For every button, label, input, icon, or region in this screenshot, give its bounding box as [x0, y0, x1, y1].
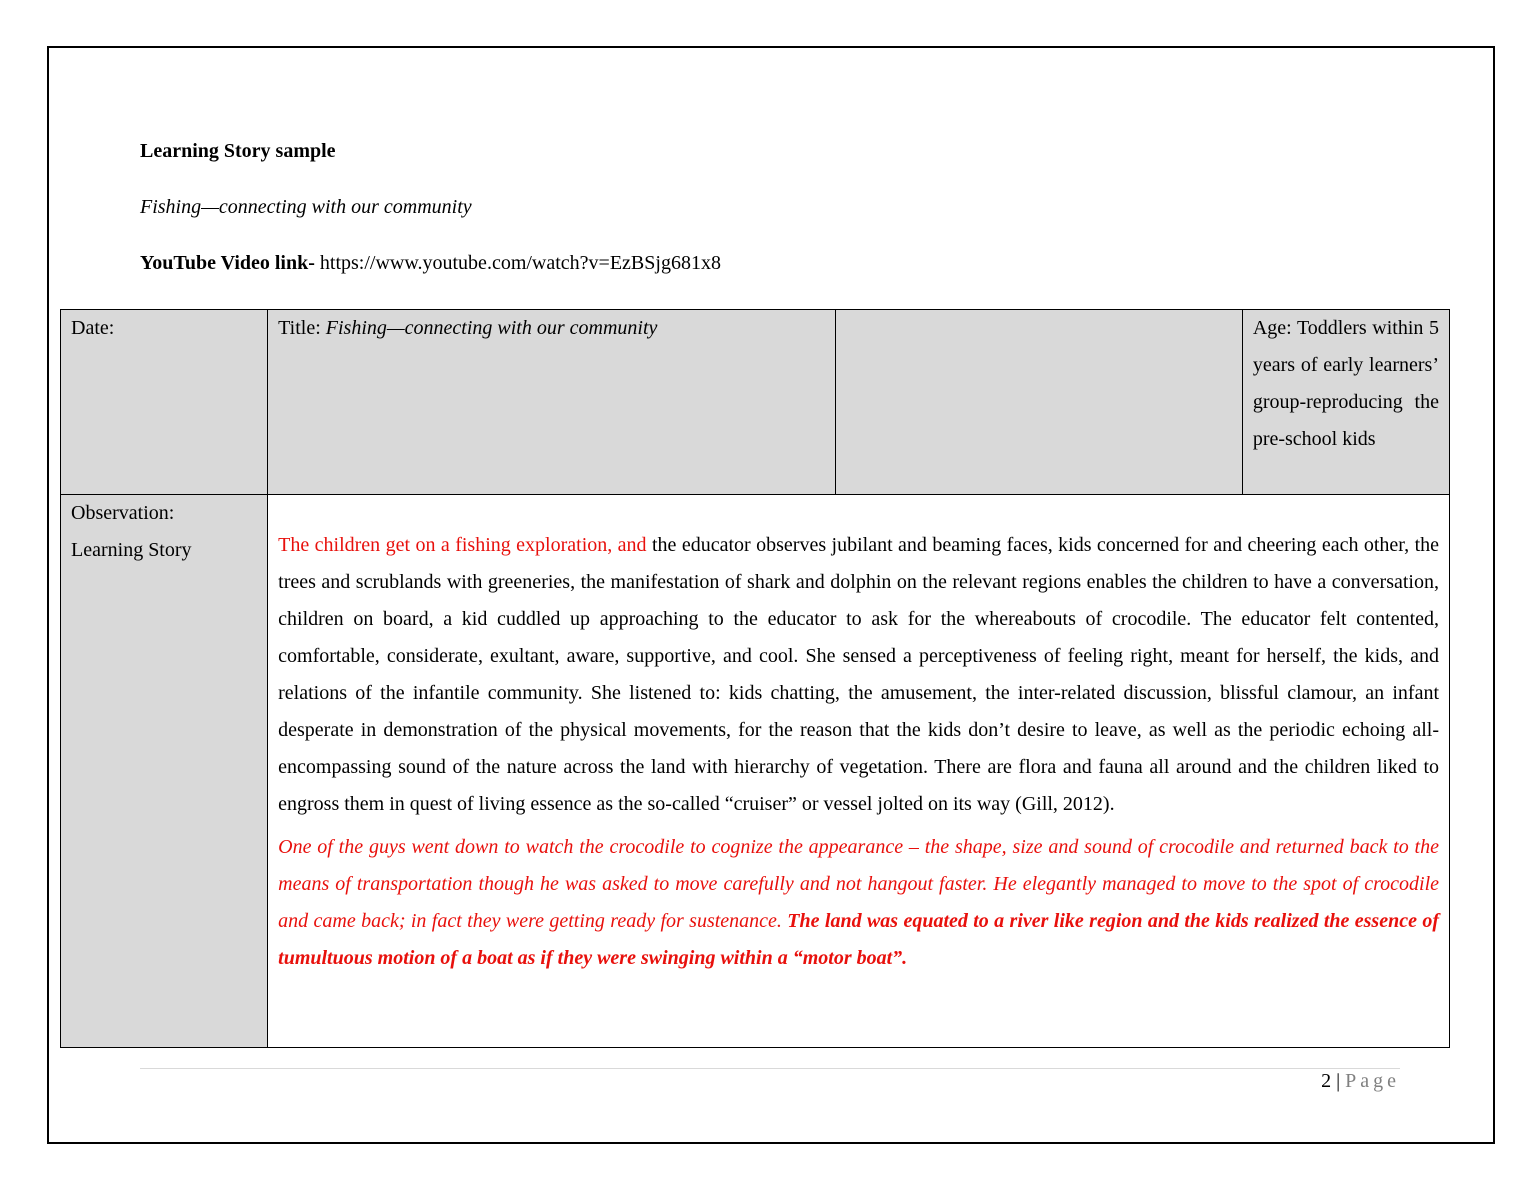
story-paragraph-1-highlight: The children get on a fishing exploration, and — [278, 534, 647, 556]
learning-story-table — [60, 309, 1450, 1048]
page-number: 2 — [1321, 1070, 1332, 1092]
date-cell — [61, 310, 268, 495]
title-label: Title: — [278, 317, 326, 339]
observation-content-cell — [268, 495, 1450, 1048]
learning-story-label: Learning Story — [71, 539, 192, 561]
video-link-url[interactable]: https://www.youtube.com/watch?v=EzBSjg681x8 — [319, 252, 721, 274]
document-heading: Learning Story sample — [140, 140, 336, 162]
video-link-line — [140, 252, 721, 275]
document-subtitle: Fishing—connecting with our community — [140, 196, 472, 218]
story-paragraph-2-italic: One of the guys went down to watch the crocodile to cognize the appearance – the shape, size and sound of crocodile and returned back to the means of transportation though he was asked to move carefully and not hangout faster. He elegantly managed to move to the spot of crocodile and came back; in fact they were getting ready for sustenance. — [278, 836, 1439, 932]
page-footer — [1321, 1070, 1400, 1093]
story-paragraph-2-bold: The land was equated to a river like region and the kids realized the essence of tumultuous motion of a boat as if they were swinging within a “motor boat”. — [278, 910, 1439, 969]
observation-label-cell — [61, 495, 268, 1048]
age-cell — [1242, 310, 1449, 495]
story-paragraph-1-body: the educator observes jubilant and beaming faces, kids concerned for and cheering each other, the trees and scrublands with greeneries, the manifestation of shark and dolphin on the relevant regions enables the children to have a conversation, children on board, a kid cuddled up approaching to the educator to ask for the whereabouts of crocodile. The educator felt contented, comfortable, considerate, exultant, aware, supportive, and cool. She sensed a perceptiveness of feeling right, meant for herself, the kids, and relations of the infantile community. She listened to: kids chatting, the amusement, the inter-related discussion, blissful clamour, an infant desperate in demonstration of the physical movements, for the reason that the kids don’t desire to leave, as well as the periodic echoing all-encompassing sound of the nature across the land with hierarchy of vegetation. There are flora and fauna all around and the children liked to engross them in quest of living essence as the so-called “cruiser” or vessel jolted on its way (Gill, 2012). — [278, 534, 1440, 815]
empty-cell — [835, 310, 1242, 495]
story-paragraph-2 — [278, 829, 1439, 977]
page-separator: | — [1336, 1070, 1341, 1092]
age-text: Age: Toddlers within 5 years of early learners’ group-reproducing the pre-school kids — [1252, 317, 1439, 450]
page-word: Page — [1345, 1070, 1400, 1092]
video-link-label: YouTube Video link- — [140, 252, 315, 274]
title-cell — [268, 310, 835, 495]
table-header-row — [61, 310, 1450, 495]
date-label: Date: — [71, 317, 115, 339]
story-paragraph-1 — [278, 527, 1439, 823]
observation-label: Observation: — [71, 502, 175, 524]
observation-row — [61, 495, 1450, 1048]
footer-divider — [140, 1068, 1400, 1069]
title-value: Fishing—connecting with our community — [325, 317, 658, 339]
